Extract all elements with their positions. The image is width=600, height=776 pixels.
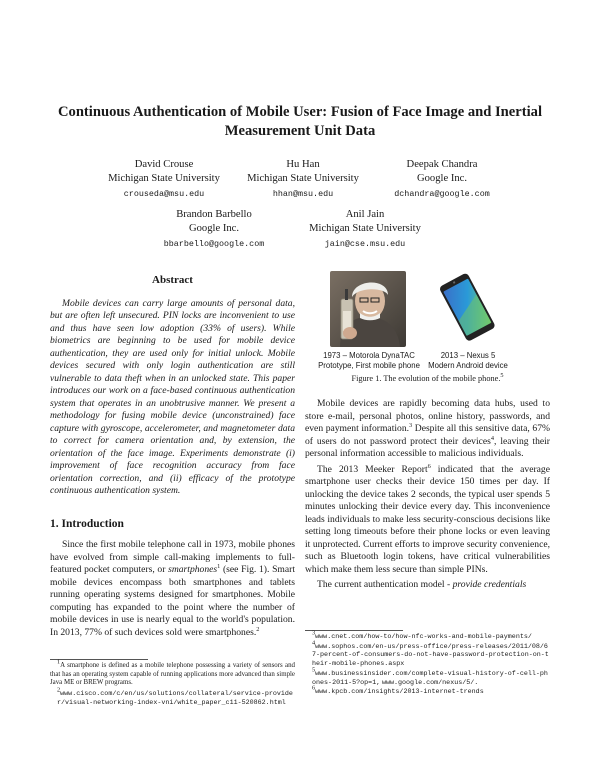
footnote-1: $^1$A smartphone is defined as a mobile telephone possessing a variety of sensors and that has an operating system capable of running applications more advanced than simple Java ME or BREW programs. <box>50 658 295 687</box>
author-name: Hu Han <box>286 159 320 170</box>
section-heading: 1. Introduction <box>50 517 124 530</box>
footnote-rule <box>305 630 403 631</box>
right-column <box>305 398 550 592</box>
author-name: Brandon Barbello <box>176 209 252 220</box>
author-name: Anil Jain <box>345 209 385 220</box>
author-block <box>265 208 465 250</box>
author-email[interactable]: hhan@msu.edu <box>272 189 334 199</box>
paper-title: Continuous Authentication of Mobile User: Fusion of Face Image and Inertial Measurement Unit Data <box>57 104 543 139</box>
figure-image-nexus <box>428 271 504 347</box>
footnote-6: $^6$www.kpcb.com/insights/2013-internet-trends <box>312 684 484 697</box>
author-email[interactable]: crouseda@msu.edu <box>123 189 205 199</box>
author-affiliation: Michigan State University <box>309 223 421 234</box>
abstract-heading: Abstract <box>152 274 193 286</box>
left-column <box>50 274 295 639</box>
body-paragraph: The current authentication model - provide credentials <box>317 579 527 590</box>
author-affiliation: Google Inc. <box>416 173 467 184</box>
author-email[interactable]: bbarbello@google.com <box>163 239 265 249</box>
figure-image-dynatac <box>330 271 406 347</box>
footnote-4: $^4$www.sophos.com/en-us/press-office/press-releases/2011/08/67-percent-of-consumers-do-not-have-password-protection-on-their-mobile-phones.aspx <box>312 639 549 669</box>
footnote-link[interactable]: www.businessinsider.com/complete-visual-history-of-cell-phones-2011-5?op=1, <box>312 669 548 687</box>
author-name: David Crouse <box>134 159 194 170</box>
intro-paragraph: Since the first mobile telephone call in 1973, mobile phones have evolved from simple call-making implements to full-featured pocket computers, or smartphones$^1$ (see Fig. 1). Smart mobile devices encompass both smartphones and tablets running operating systems designed for smartphones. Mobile computing has expanded to the point where the number of mobile devices in use is nearly equal to the world's population. In 2013, 77% of such devices sold were smartphones.$^2$ <box>50 539 295 638</box>
figure-label-line: 2013 – Nexus 5 <box>440 351 496 360</box>
footnotes-left <box>50 659 295 708</box>
author-affiliation: Michigan State University <box>108 173 220 184</box>
footnote-link[interactable]: www.cnet.com/how-to/how-nfc-works-and-mobile-payments/ <box>315 633 532 641</box>
footnotes-right <box>305 630 550 697</box>
figure-label-line: 1973 – Motorola DynaTAC <box>323 351 415 360</box>
footnote-rule <box>50 659 148 660</box>
body-paragraph: The 2013 Meeker Report$^6$ indicated that the average smartphone user checks their device 150 times per day. If unlocking the device takes 2 seconds, the typical user spends 5 minutes unlocking their device every day. This inconvenience leads individuals to make less security-conscious decisions like setting long timeouts before their phone locks or even leaving it unprotected. Current efforts to improve security convenience, such as Bluetooth login tokens, have critical vulnerabilities which make them less secure than simple PINs. <box>305 462 550 575</box>
dynatac-photo-icon <box>330 271 406 347</box>
footnote-3: $^3$www.cnet.com/how-to/how-nfc-works-and-mobile-payments/ <box>312 629 532 641</box>
figure-label-line: Prototype, First mobile phone <box>318 361 420 370</box>
author-affiliation: Google Inc. <box>188 223 239 234</box>
author-block <box>342 158 542 200</box>
figure-label-line: Modern Android device <box>428 361 508 370</box>
footnote-2: $^2$www.cisco.com/c/en/us/solutions/collateral/service-provider/visual-networking-index-vni/white_paper_c11-520862.html <box>57 686 293 707</box>
figure-label-right <box>418 351 518 371</box>
footnote-link[interactable]: www.kpcb.com/insights/2013-internet-trends <box>315 688 484 697</box>
author-email[interactable]: dchandra@google.com <box>394 189 490 199</box>
footnote-link[interactable]: www.cisco.com/c/en/us/solutions/collateral/service-provider/visual-networking-index-vni/white_paper_c11-520862.html <box>57 690 293 707</box>
footnote-5: $^5$www.businessinsider.com/complete-visual-history-of-cell-phones-2011-5?op=1, www.google.com/nexus/5/. <box>312 666 548 687</box>
author-affiliation: Michigan State University <box>247 173 359 184</box>
body-paragraph: Mobile devices are rapidly becoming data hubs, used to store e-mail, personal photos, online history, passwords, and even payment information.$^3$ Despite all this sensitive data, 67% of users do not password protect their devices$^4$, leaving their personal information accessible to malicious individuals. <box>305 398 551 459</box>
footnote-link[interactable]: www.sophos.com/en-us/press-office/press-releases/2011/08/67-percent-of-consumers-do-not-have-password-protection-on-their-mobile-phones.aspx <box>312 642 549 669</box>
author-name: Deepak Chandra <box>406 159 478 170</box>
figure-label-left <box>308 351 430 371</box>
abstract-text: Mobile devices can carry large amounts of personal data, but are often left unsecured. PIN locks are inconvenient to use and thus have seen low adoption (33% of users). While biometrics are beginning to be used for mobile device authentication, they are used only for initial unlock. Mobile devices secured with only login authentication are still vulnerable to data theft when in an unlocked state. This paper introduces our work on a face-based continuous authentication system that operates in an unobtrusive manner. We present a methodology for fusing mobile device (unconstrained) face capture with gyroscope, accelerometer, and magnetometer data to correct for camera orientation and, by extension, the orientation of the face image. Experiments demonstrate (i) improvement of face recognition accuracy from face orientation correction, and (ii) efficacy of the prototype continuous authentication system. <box>50 297 295 496</box>
author-email[interactable]: jain@cse.msu.edu <box>324 239 406 249</box>
footnote-link[interactable]: www.google.com/nexus/5/. <box>381 678 479 687</box>
nexus-phone-icon <box>428 271 504 347</box>
figure-caption: Figure 1. The evolution of the mobile phone.$^5$ <box>351 372 504 383</box>
